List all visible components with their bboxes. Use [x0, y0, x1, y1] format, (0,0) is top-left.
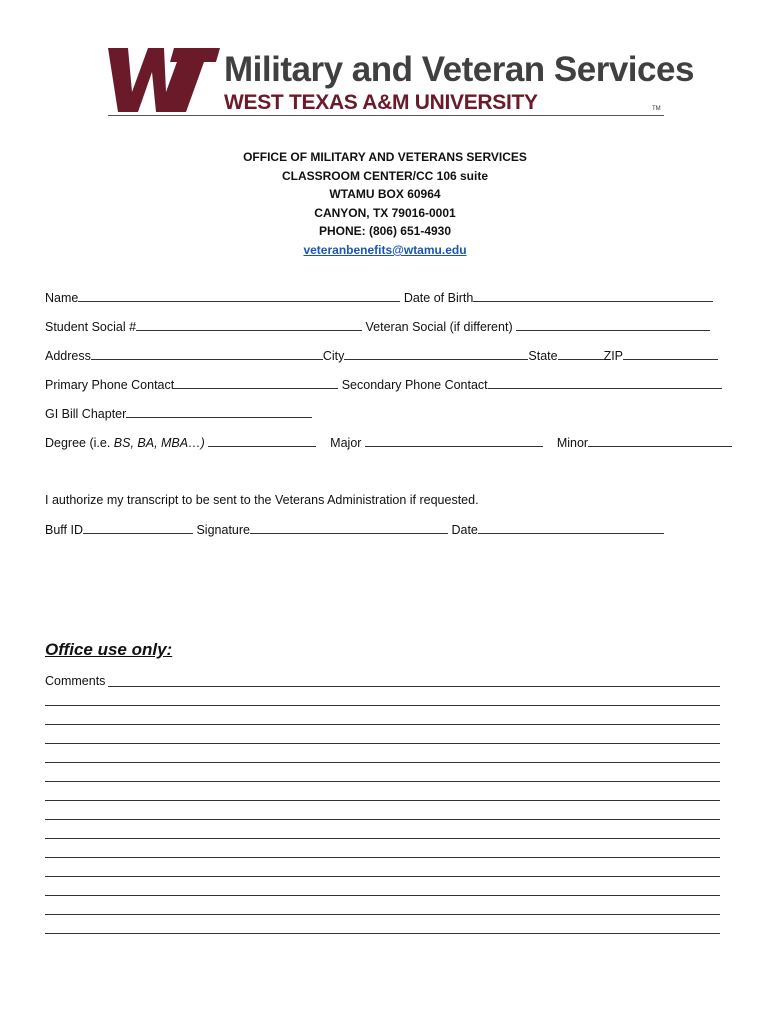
comment-line[interactable] [45, 914, 720, 915]
veteran-social-field[interactable] [516, 318, 710, 331]
row-socials [45, 318, 710, 335]
student-social-field[interactable] [136, 318, 362, 331]
comment-line[interactable] [45, 933, 720, 934]
comment-line[interactable] [45, 838, 720, 839]
office-use-heading: Office use only: [45, 640, 173, 659]
office-name: OFFICE OF MILITARY AND VETERANS SERVICES [243, 150, 527, 164]
city-label: City [322, 349, 345, 363]
name-label: Name [45, 291, 79, 305]
secondary-phone-field[interactable] [488, 376, 722, 389]
zip-field[interactable] [623, 347, 718, 360]
office-phone: PHONE: (806) 651-4930 [318, 224, 452, 239]
degree-field[interactable] [208, 434, 316, 447]
comment-line[interactable] [45, 724, 720, 725]
comment-line[interactable] [45, 857, 720, 858]
degree-examples: BS, BA, MBA…) [113, 436, 205, 450]
office-address [0, 148, 770, 260]
office-email-link[interactable]: veteranbenefits@wtamu.edu [303, 242, 467, 257]
header-logo [108, 44, 694, 120]
date-field[interactable] [478, 521, 664, 534]
row-signature [45, 521, 664, 538]
degree-label: Degree (i.e. [45, 436, 114, 450]
comment-line[interactable] [45, 781, 720, 782]
buff-id-field[interactable] [83, 521, 193, 534]
buff-id-label: Buff ID [45, 523, 83, 537]
signature-label: Signature [196, 523, 250, 537]
dob-field[interactable] [473, 289, 713, 302]
row-name-dob [45, 289, 713, 306]
comment-line[interactable] [45, 819, 720, 820]
department-title: Military and Veteran Services [224, 50, 694, 89]
header-rule [108, 115, 664, 116]
row-degree [45, 434, 732, 451]
comment-line[interactable] [45, 743, 720, 744]
office-city: CANYON, TX 79016-0001 [314, 205, 456, 220]
gi-bill-label: GI Bill Chapter [45, 407, 127, 421]
comment-line[interactable] [45, 895, 720, 896]
secondary-phone-label: Secondary Phone Contact [341, 378, 488, 392]
comments-label: Comments [45, 674, 106, 688]
state-label: State [528, 349, 558, 363]
zip-label: ZIP [603, 349, 624, 363]
major-label: Major [330, 436, 362, 450]
row-address [45, 347, 718, 364]
wt-logo-icon [108, 46, 220, 114]
comment-line[interactable] [45, 876, 720, 877]
authorization-statement: I authorize my transcript to be sent to the Veterans Administration if requested. [45, 493, 479, 507]
university-name: WEST TEXAS A&M UNIVERSITY [224, 91, 538, 114]
veteran-social-label: Veteran Social (if different) [365, 320, 513, 334]
trademark-mark: TM [652, 106, 661, 112]
minor-field[interactable] [588, 434, 732, 447]
comments-line[interactable] [108, 686, 720, 687]
address-label: Address [45, 349, 91, 363]
state-field[interactable] [558, 347, 604, 360]
primary-phone-field[interactable] [174, 376, 338, 389]
date-label: Date [451, 523, 478, 537]
city-field[interactable] [344, 347, 528, 360]
name-field[interactable] [78, 289, 400, 302]
minor-label: Minor [556, 436, 589, 450]
row-phones [45, 376, 722, 393]
office-box: WTAMU BOX 60964 [329, 187, 441, 202]
major-field[interactable] [365, 434, 543, 447]
comment-line[interactable] [45, 705, 720, 706]
office-building: CLASSROOM CENTER/CC 106 suite [281, 168, 489, 183]
gi-bill-field[interactable] [126, 405, 312, 418]
signature-field[interactable] [250, 521, 448, 534]
address-field[interactable] [91, 347, 323, 360]
comment-line[interactable] [45, 800, 720, 801]
primary-phone-label: Primary Phone Contact [45, 378, 175, 392]
student-social-label: Student Social # [45, 320, 137, 334]
row-gi-bill [45, 405, 312, 422]
comment-line[interactable] [45, 762, 720, 763]
dob-label: Date of Birth [403, 291, 474, 305]
